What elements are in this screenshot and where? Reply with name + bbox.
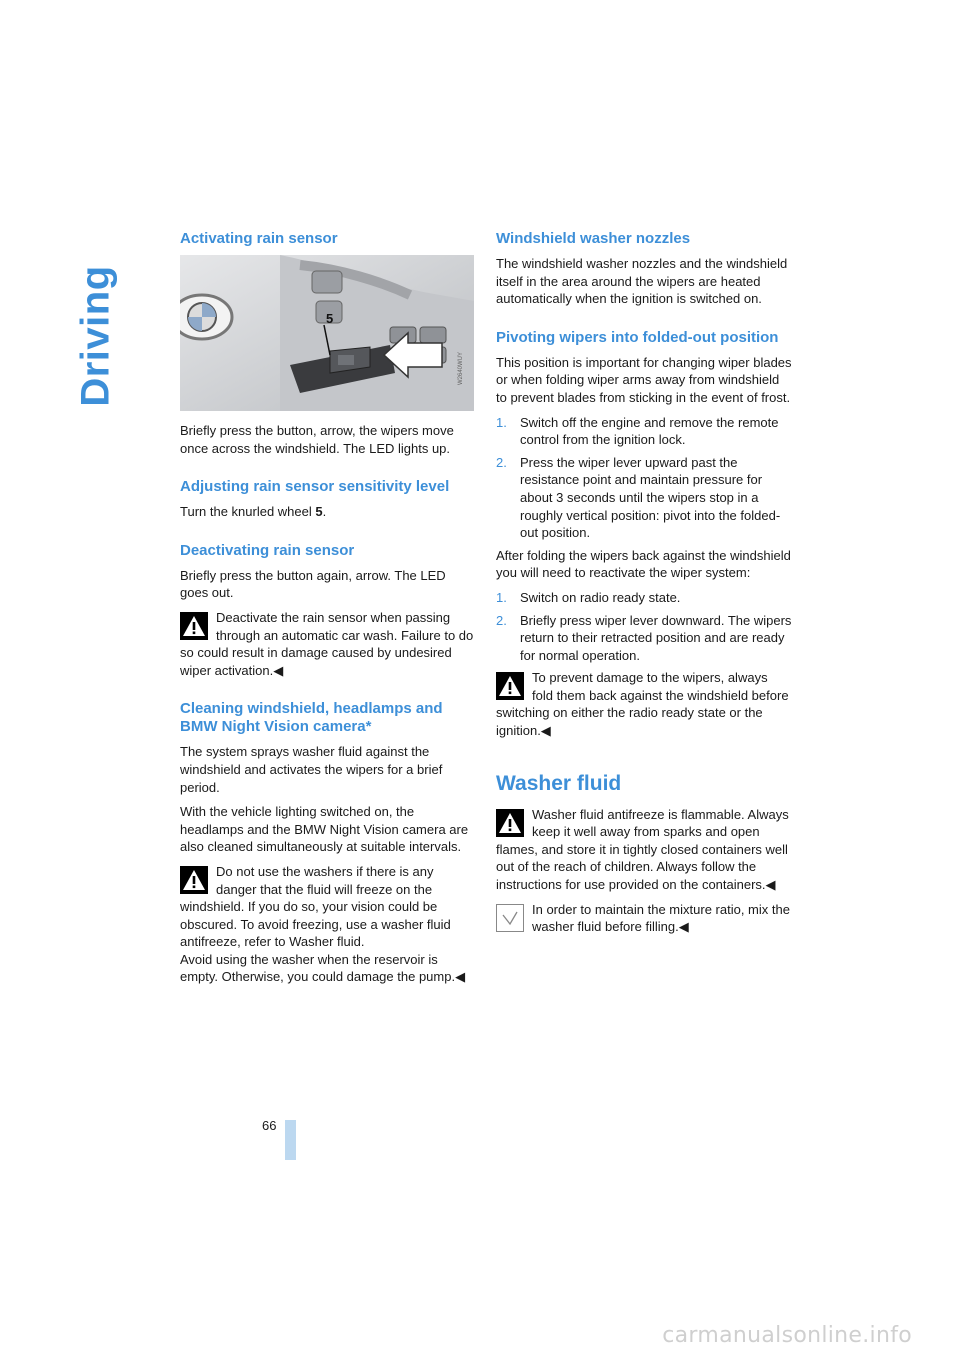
warning-note: Washer fluid antifreeze is flammable. Always keep it well away from sparks and open flames, and store it in tightly closed containers well out of the reach of children. Always follow the instructions for use provided on the containers.◀ [496, 806, 789, 893]
heading-washer-nozzles: Windshield washer nozzles [496, 230, 691, 247]
heading-cleaning-windshield: Cleaning windshield, headlamps and BMW Night Vision camera* [180, 700, 443, 736]
paragraph: The windshield washer nozzles and the windshield itself in the area around the wipers are heated automatically when the ignition is switched on. [496, 256, 788, 307]
checkmark-tip-icon [496, 904, 524, 932]
heading-adjusting-sensitivity: Adjusting rain sensor sensitivity level [180, 478, 450, 496]
warning-triangle-icon [180, 866, 208, 894]
chapter-title: Driving [73, 265, 118, 407]
warning-note: To prevent damage to the wipers, always fold them back against the windshield before switching on either the radio ready state or the ignition.◀ [496, 670, 789, 739]
page-number: 66 [262, 1118, 277, 1133]
warning-note: Deactivate the rain sensor when passing through an automatic car wash. Failure to do so could result in damage caused by undesired wiper activation.◀ [180, 609, 474, 678]
heading-washer-fluid: Washer fluid [496, 771, 622, 795]
warning-triangle-icon [496, 672, 524, 700]
steering-wheel-illustration [180, 255, 474, 411]
paragraph: Briefly press the button again, arrow. The LED goes out. [180, 567, 446, 601]
warning-triangle-icon [180, 612, 208, 640]
list-item: 2. Briefly press wiper lever downward. The wipers return to their retracted position and are ready for normal operation. [496, 612, 792, 663]
paragraph: Briefly press the button, arrow, the wipers move once across the windshield. The LED lights up. [180, 423, 454, 456]
list-item: 1. Switch off the engine and remove the remote control from the ignition lock. [496, 414, 779, 448]
heading-activating-rain-sensor: Activating rain sensor [180, 230, 338, 247]
paragraph: Turn the knurled wheel 5. [180, 504, 327, 520]
paragraph: The system sprays washer fluid against the windshield and activates the wipers for a brief period. [180, 744, 443, 795]
warning-note: Do not use the washers if there is any danger that the fluid will freeze on the windshield. If you do so, your vision could be obscured. To avoid freezing, use a washer fluid antifreeze, refer to Washer fluid. Avoid using the washer when the reservoir is empty. Otherwise, you could damage the pump.◀ [180, 863, 466, 985]
paragraph: After folding the wipers back against the windshield you will need to reactivate the wiper system: [496, 547, 791, 581]
list-item: 2. Press the wiper lever upward past the resistance point and maintain pressure for about 3 seconds until the wipers stop in a roughly vertical position: pivot into the folded-out position. [496, 454, 781, 541]
heading-pivoting-wipers: Pivoting wipers into folded-out position [496, 328, 779, 346]
rain-sensor-illustration [180, 255, 474, 411]
label-5: 5 [326, 311, 334, 326]
heading-deactivating-rain-sensor: Deactivating rain sensor [180, 541, 355, 559]
list-item: 1. Switch on radio ready state. [496, 589, 681, 605]
tip-note: In order to maintain the mixture ratio, mix the washer fluid before filling.◀ [496, 901, 792, 936]
right-column [496, 230, 792, 943]
left-column [180, 230, 476, 993]
watermark: carmanualsonline.info [662, 1323, 912, 1348]
wheel-reference: 5 [315, 504, 323, 520]
page-marker-bar [285, 1120, 296, 1160]
warning-triangle-icon [496, 809, 524, 837]
paragraph: With the vehicle lighting switched on, the headlamps and the BMW Night Vision camera are also cleaned simultaneously at suitable intervals. [180, 804, 469, 855]
svg-text:W2640WUY: W2640WUY [458, 351, 464, 385]
paragraph: This position is important for changing wiper blades or when folding wiper arms away from windshield to prevent blades from sticking in the event of frost. [496, 354, 792, 405]
